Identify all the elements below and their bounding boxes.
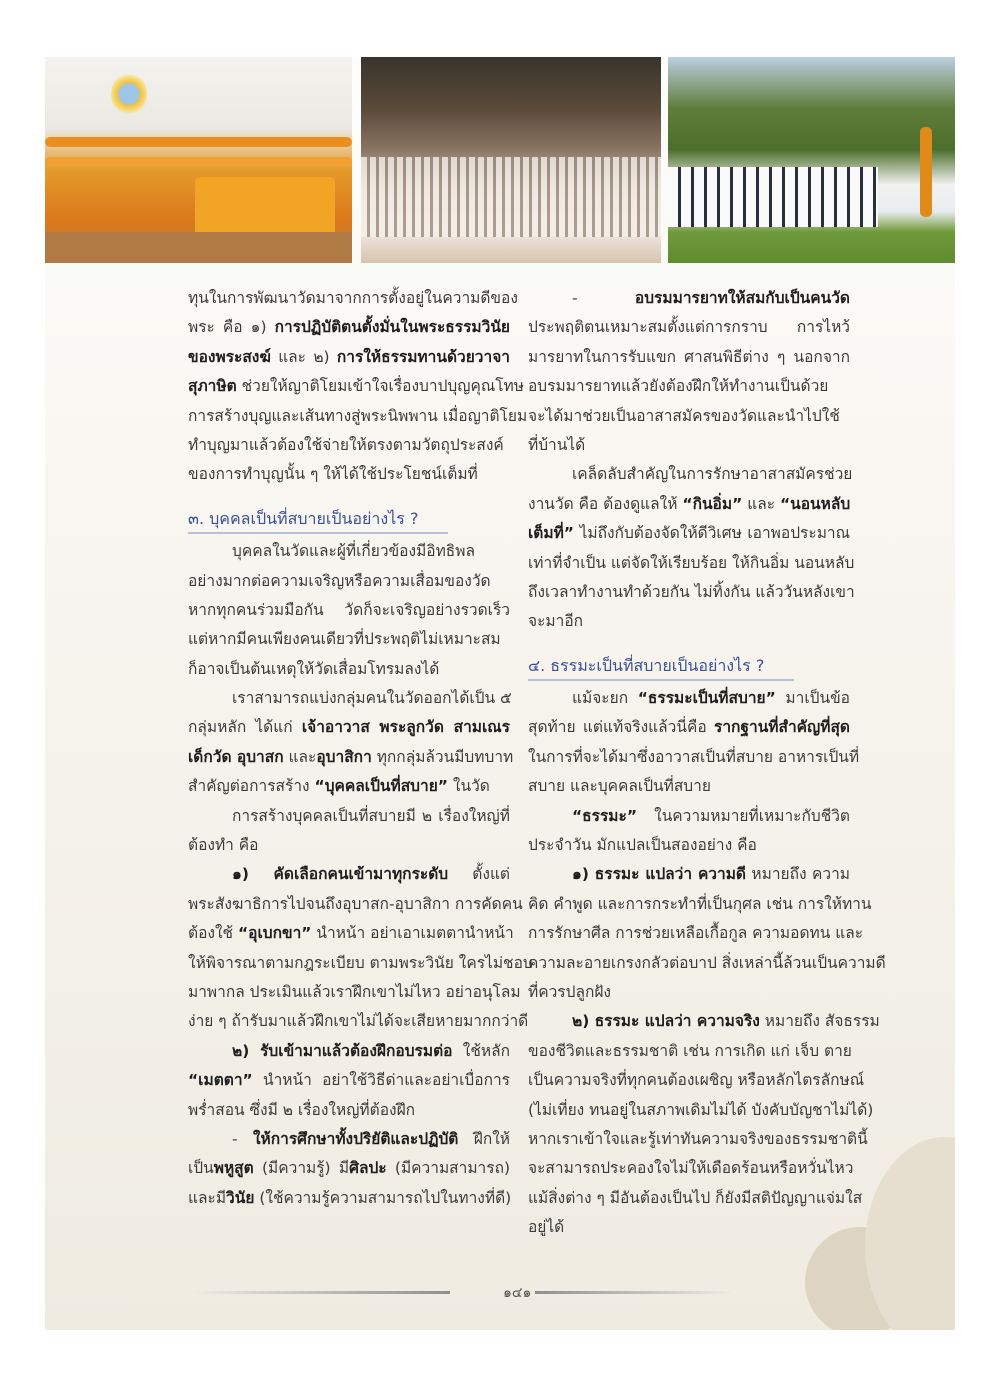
text-line — [528, 919, 864, 948]
body-text: นำหน้า อย่าเอาเมตตานำหน้า — [311, 924, 514, 943]
body-text: เป็นความจริงที่ทุกคนต้องเผชิญ หรือหลักไตรลักษณ์ — [528, 1071, 865, 1090]
body-text: - — [572, 289, 635, 307]
body-text: ทุกกลุ่มล้วนมีบทบาท — [371, 747, 514, 766]
text-line — [188, 743, 514, 772]
body-text: ในวัด — [448, 777, 490, 796]
body-text: พระ คือ ๑) — [188, 318, 275, 337]
text-line — [528, 284, 850, 313]
text-line — [528, 1213, 850, 1242]
body-text: สบาย และบุคคลเป็นที่สบาย — [528, 777, 711, 796]
bold-text: สุภาษิต — [188, 377, 237, 396]
bold-text: ๒) รับเข้ามาแล้วต้องฝึกอบรมต่อ — [232, 1041, 453, 1060]
text-line — [528, 578, 855, 607]
text-line — [188, 343, 510, 372]
text-line — [188, 1037, 510, 1066]
footer-rule-left — [190, 1291, 450, 1294]
text-line — [188, 460, 510, 489]
photo-outdoor-students — [668, 57, 955, 263]
text-line — [528, 460, 853, 489]
body-text: การสร้างบุญและเส้นทางสู่พระนิพพาน เมื่อญาติโยม — [188, 406, 528, 425]
body-text: แต่หากมีคนเพียงคนเดียวที่ประพฤติไม่เหมาะสม — [188, 630, 501, 649]
body-text: ช่วยให้ญาติโยมเข้าใจเรื่องบาปบุญคุณโทษ — [236, 377, 524, 396]
bold-text: การให้ธรรมทานด้วยวาจา — [336, 347, 510, 366]
text-line — [528, 684, 850, 713]
text-line — [188, 1066, 510, 1095]
bold-text: การปฏิบัติตนตั้งมั่นในพระธรรมวินัย — [274, 318, 510, 337]
bold-text: “อุเบกขา” — [237, 924, 312, 943]
section-heading-text: ๔. ธรรมะเป็นที่สบายเป็นอย่างไร ? — [528, 653, 794, 681]
text-line — [528, 772, 850, 801]
left-text-column — [188, 284, 533, 1213]
body-text: ทุนในการพัฒนาวัดมาจากการตั้งอยู่ในความดีของ — [188, 289, 518, 307]
text-line — [528, 831, 850, 860]
text-line — [528, 431, 850, 460]
text-line — [528, 1184, 863, 1213]
body-text: นำหน้า อย่าใช้วิธีด่าและอย่าเบื่อการ — [252, 1071, 510, 1090]
text-line — [528, 890, 872, 919]
text-line — [188, 919, 514, 948]
body-text: มารยาทในการรับแขก ศาสนพิธีต่าง ๆ นอกจาก — [528, 347, 850, 366]
body-text: ที่ควรปลูกฝัง — [528, 982, 611, 1001]
body-text: ประพฤติตนเหมาะสมตั้งแต่การกราบ การไหว้ — [528, 318, 850, 337]
text-line — [528, 402, 850, 431]
photo-monks-assembly — [45, 57, 352, 263]
text-line — [188, 860, 510, 889]
body-text: อบรมมารยาทแล้วยังต้องฝึกให้ทำงานเป็นด้วย — [528, 377, 829, 396]
body-text: มาพากล ประเมินแล้วเราฝึกเขาไม่ไหว อย่าอนุโลม — [188, 982, 521, 1001]
body-text: ง่าย ๆ ถ้ารับมาแล้วฝึกเขาไม่ได้จะเสียหายมากกว่าดี — [188, 1012, 529, 1031]
body-text: และ — [742, 494, 780, 513]
body-text: ความละอายเกรงกลัวต่อบาป สิ่งเหล่านี้ล้วนเป็นความดี — [528, 953, 886, 972]
body-text: เป็น — [188, 1159, 214, 1178]
body-text: ไม่ถึงกับต้องจัดให้ดีวิเศษ เอาพอประมาณ — [574, 524, 850, 543]
bold-text: เด็กวัด อุบาสก — [188, 747, 284, 766]
text-line — [188, 949, 533, 978]
body-text: พระสังฆาธิการไปจนถึงอุบาสก-อุบาสิกา การคัดคน — [188, 894, 523, 913]
body-text: งานวัด คือ ต้องดูแลให้ — [528, 494, 683, 513]
text-line — [188, 284, 518, 313]
text-line — [188, 1007, 529, 1036]
text-line — [188, 1154, 510, 1183]
bold-text: “เมตตา” — [188, 1071, 253, 1090]
body-text: (ไม่เที่ยง ทนอยู่ในสภาพเดิมไม่ได้ บังคับบัญชาไม่ได้) — [528, 1100, 874, 1119]
bold-text: “นอนหลับ — [779, 494, 851, 513]
body-text: เราสามารถแบ่งกลุ่มคนในวัดออกได้เป็น ๕ — [232, 689, 512, 708]
bold-text: ให้การศึกษาทั้งปริยัติและปฏิบัติ — [252, 1129, 459, 1148]
text-line — [528, 372, 850, 401]
body-text: ตั้งแต่ — [448, 865, 511, 884]
text-line — [188, 537, 510, 566]
body-text: ถึงเวลาทำงานทำด้วยกัน ไม่ทิ้งกัน แล้ววันหลังเขา — [528, 582, 855, 601]
text-line — [528, 1125, 868, 1154]
text-line — [528, 519, 850, 548]
body-text: ให้พิจารณาตามกฎระเบียบ ตามพระวินัย ใครไม่ชอบ — [188, 953, 533, 972]
photo-hall-rows — [361, 57, 661, 263]
text-line — [528, 978, 850, 1007]
body-text: ทำบุญมาแล้วต้องใช้จ่ายให้ตรงตามวัตถุประสงค์ — [188, 435, 504, 454]
text-line — [528, 1154, 854, 1183]
section-heading — [188, 504, 510, 533]
body-text: บุคคลในวัดและผู้ที่เกี่ยวข้องมีอิทธิพล — [232, 542, 475, 561]
bold-text: เจ้าอาวาส พระลูกวัด สามเณร — [301, 718, 510, 737]
body-text: ของชีวิตและธรรมชาติ เช่น การเกิด แก่ เจ็บ ตาย — [528, 1041, 852, 1060]
text-line — [188, 802, 510, 831]
body-text: และมี — [188, 1188, 227, 1207]
bold-text: ๑) คัดเลือกคนเข้ามาทุกระดับ — [232, 865, 449, 884]
body-text: สุดท้าย แต่แท้จริงแล้วนี่คือ — [528, 718, 715, 737]
portrait-emblem — [111, 71, 147, 117]
text-line — [188, 402, 528, 431]
text-line — [528, 343, 850, 372]
text-line — [528, 802, 850, 831]
body-text: หากทุกคนร่วมมือกัน วัดก็จะเจริญอย่างรวดเร็ว — [188, 600, 510, 619]
text-line — [188, 655, 510, 684]
section-heading-text: ๓. บุคคลเป็นที่สบายเป็นอย่างไร ? — [188, 506, 448, 534]
text-line — [528, 860, 850, 889]
body-text: พร่ำสอน ซึ่งมี ๒ เรื่องใหญ่ที่ต้องฝึก — [188, 1100, 416, 1119]
right-text-column — [528, 284, 886, 1243]
text-line — [188, 596, 510, 625]
body-text: การสร้างบุคคลเป็นที่สบายมี ๒ เรื่องใหญ่ที่ — [232, 806, 510, 825]
body-text: ประจำวัน มักแปลเป็นสองอย่าง คือ — [528, 836, 757, 855]
body-text: ใช้หลัก — [452, 1041, 510, 1060]
body-text: หมายถึง ความ — [746, 865, 850, 884]
body-text: (มีความสามารถ) — [386, 1159, 511, 1178]
text-line — [188, 313, 510, 342]
text-line — [188, 713, 510, 742]
body-text: เท่าที่จำเป็น แต่จัดให้เรียบร้อย ให้กินอิ่ม นอนหลับ — [528, 553, 855, 572]
body-text: ต้องใช้ — [188, 924, 238, 943]
body-text: จะได้มาช่วยเป็นอาสาสมัครของวัดและนำไปใช้ — [528, 406, 840, 425]
bold-text: รากฐานที่สำคัญที่สุด — [714, 718, 850, 737]
body-text: และ — [283, 747, 317, 766]
body-text: คิด คำพูด และการกระทำที่เป็นกุศล เช่น การให้ทาน — [528, 894, 872, 913]
body-text: อยู่ได้ — [528, 1218, 565, 1237]
body-text: การรักษาศีล การช่วยเหลือเกื้อกูล ความอดทน และ — [528, 924, 864, 943]
text-line — [528, 607, 850, 636]
body-text: แม้จะยก — [572, 689, 638, 708]
body-text: และ ๒) — [270, 347, 337, 366]
text-line — [528, 1037, 850, 1066]
text-line — [188, 1184, 510, 1213]
body-text: มาเป็นข้อ — [775, 689, 850, 708]
text-line — [528, 1096, 874, 1125]
body-text: หมายถึง สัจธรรม — [759, 1012, 880, 1031]
text-line — [188, 372, 524, 401]
body-text: สำคัญต่อการสร้าง — [188, 777, 315, 796]
text-line — [188, 890, 523, 919]
text-line — [188, 684, 510, 713]
bold-text: เต็มที่” — [528, 524, 574, 543]
bold-text: ๒) ธรรมะ แปลว่า ความจริง — [572, 1012, 760, 1031]
text-line — [528, 713, 850, 742]
section-heading — [528, 651, 850, 680]
text-line — [528, 949, 886, 978]
body-text: ของการทำบุญนั้น ๆ ให้ได้ใช้ประโยชน์เต็มที่ — [188, 465, 478, 484]
body-text: แม้สิ่งต่าง ๆ มีอันต้องเป็นไป ก็ยังมีสติปัญญาแจ่มใส — [528, 1188, 863, 1207]
bold-text: ๑) ธรรมะ แปลว่า ความดี — [572, 865, 747, 884]
body-text: เคล็ดลับสำคัญในการรักษาอาสาสมัครช่วย — [572, 465, 853, 484]
body-text: ฝึกให้ — [458, 1129, 510, 1148]
body-text: (ใช้ความรู้ความสามารถไปในทางที่ดี) — [254, 1188, 512, 1207]
body-text: ที่บ้านได้ — [528, 435, 586, 454]
footer-rule-right — [535, 1291, 735, 1294]
text-line — [528, 743, 860, 772]
bold-text: “ธรรมะ” — [572, 806, 638, 825]
text-line — [528, 549, 855, 578]
body-text: กลุ่มหลัก ได้แก่ — [188, 718, 302, 737]
bold-text: ของพระสงฆ์ — [188, 347, 271, 366]
bold-text: พหูสูต — [213, 1159, 254, 1178]
bold-text: “ธรรมะเป็นที่สบาย” — [637, 689, 776, 708]
ornament-flourish — [865, 1137, 955, 1330]
bold-text: “บุคคลเป็นที่สบาย” — [314, 777, 448, 796]
bold-text: วินัย — [226, 1188, 255, 1207]
text-line — [528, 490, 850, 519]
text-line — [188, 772, 510, 801]
text-line — [528, 1007, 880, 1036]
text-line — [528, 313, 850, 342]
text-line — [188, 1096, 510, 1125]
body-text: (มีความรู้) มี — [253, 1159, 350, 1178]
bold-text: อบรมมารยาทให้สมกับเป็นคนวัด — [634, 289, 850, 307]
body-text: อย่างมากต่อความเจริญหรือความเสื่อมของวัด — [188, 571, 491, 590]
text-line — [188, 1125, 510, 1154]
body-text: - — [232, 1129, 253, 1148]
bold-text: “กินอิ่ม” — [682, 494, 743, 513]
bold-text: อุบาสิกา — [316, 747, 372, 766]
body-text: หากเราเข้าใจและรู้เท่าทันความจริงของธรรมชาตินี้ — [528, 1129, 868, 1148]
body-text: จะมาอีก — [528, 612, 584, 631]
text-line — [188, 978, 521, 1007]
page-number: ๑๔๑ — [503, 1285, 532, 1301]
body-text: จะสามารถประคองใจไม่ให้เดือดร้อนหรือหวั่นไหว — [528, 1159, 854, 1178]
text-line — [188, 431, 510, 460]
body-text: ในความหมายที่เหมาะกับชีวิต — [637, 806, 850, 825]
text-line — [188, 567, 510, 596]
text-line — [188, 831, 510, 860]
bold-text: ศิลปะ — [349, 1159, 387, 1178]
text-line — [188, 625, 510, 654]
body-text: ก็อาจเป็นต้นเหตุให้วัดเสื่อมโทรมลงได้ — [188, 659, 440, 678]
text-line — [528, 1066, 865, 1095]
body-text: ต้องทำ คือ — [188, 836, 259, 855]
body-text: ในการที่จะได้มาซึ่งอาวาสเป็นที่สบาย อาหารเป็นที่ — [528, 747, 860, 766]
